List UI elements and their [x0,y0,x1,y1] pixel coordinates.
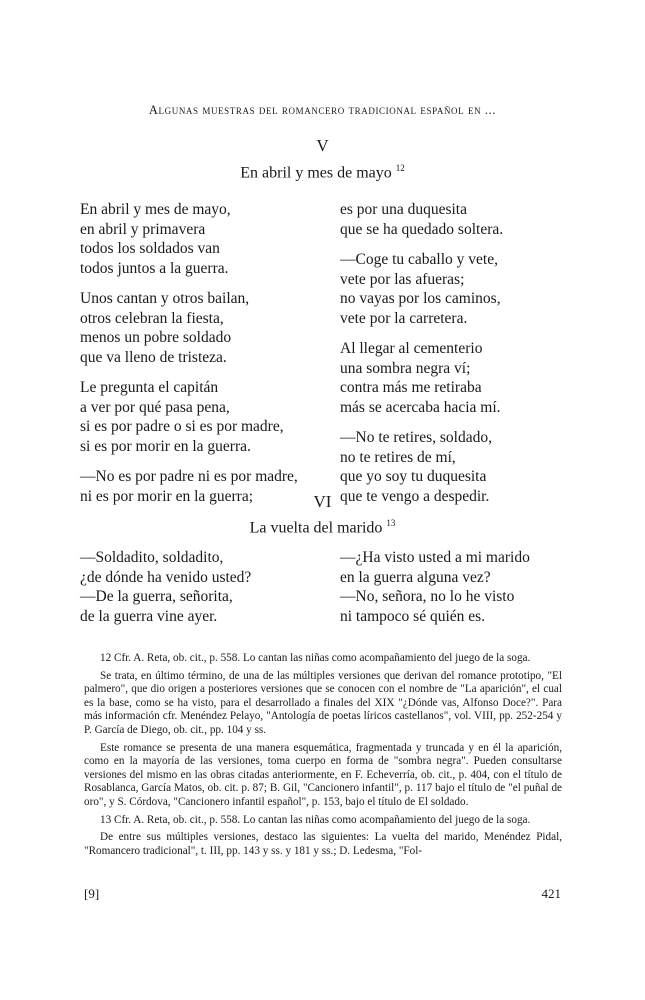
verse-line: que yo soy tu duquesita [340,468,487,485]
section-title-text: La vuelta del marido [249,519,383,537]
verse-line: no vayas por los caminos, [340,290,501,307]
stanza [340,339,503,417]
verse-line: ni es por morir en la guerra; [80,487,254,505]
verse-line: otros celebran la fiesta, [80,309,224,327]
verse-line: todos juntos a la guerra. [80,259,229,277]
verse-line: no te retires de mí, [340,448,456,466]
verse-line: de la guerra vine ayer. [80,607,218,625]
stanza [80,378,298,456]
verse-line: que te vengo a despedir. [340,487,490,505]
verse-line: en abril y primavera [80,220,206,238]
section-title [0,163,645,182]
poem-column-right [340,200,503,517]
stanza [80,548,251,626]
verse-line: menos un pobre soldado [80,329,232,346]
verse-line: —Coge tu caballo y vete, [340,251,498,268]
footnote: Se trata, en último término, de una de las múltiples versiones que derivan del romance prototipo, "El palmero", que dio origen a posteriores versiones que se conocen con el nombre de "La aparición", el cual es la base, como se ha visto, para el desarrollado a finales del XIX "¿Dónde vas, Alfonso Doce?". Para más información cfr. Menéndez Pelayo, "Antología de poetas líricos castellanos", vol. VIII, pp. 252-254 y P. García de Diego, ob. cit., pp. 104 y ss. [84,669,562,736]
verse-line: —No es por padre ni es por madre, [80,468,298,485]
verse-line: si es por padre o si es por madre, [80,418,284,435]
footnote: 13 Cfr. A. Reta, ob. cit., p. 558. Lo cantan las niñas como acompañamiento del juego de la soga. [100,813,531,826]
stanza [340,548,530,626]
verse-line: que se ha quedado soltera. [340,220,504,238]
verse-line: ¿de dónde ha venido usted? [80,568,252,586]
section-title [0,518,645,537]
stanza [80,289,298,367]
verse-line: En abril y mes de mayo, [80,201,231,218]
stanza [80,200,298,278]
footnote-ref: 13 [386,518,396,528]
section-title-text: En abril y mes de mayo [240,164,392,182]
section-number: V [316,136,329,155]
footnote-ref: 12 [395,163,405,173]
verse-line: a ver por qué pasa pena, [80,398,230,416]
verse-line: en la guerra alguna vez? [340,568,491,586]
poem-column-left [80,548,251,637]
verse-line: ni tampoco sé quién es. [340,607,486,625]
verse-line: —No, señora, no lo he visto [340,588,515,605]
verse-line: es por una duquesita [340,201,467,218]
verse-line: Unos cantan y otros bailan, [80,290,250,307]
poem-column-right [340,548,530,637]
verse-line: vete por las afueras; [340,270,465,288]
verse-line: vete por la carretera. [340,309,468,327]
footnote: Este romance se presenta de una manera esquemática, fragmentada y truncada y en él la aparición, como en la mayoría de las versiones, toma cuerpo en forma de "sombra negra". Pueden consultarse versiones del mismo en las obras citadas anteriormente, en F. Echeverría, ob. cit., p. 404, con el título de Rosablanca, García Matos, ob. cit. p. 87; B. Gil, "Cancionero infantil", p. 117 bajo el título de "el puñal de oro", y S. Córdova, "Cancionero infantil español", p. 153, bajo el título de El soldado. [84,741,562,808]
verse-line: contra más me retiraba [340,379,482,396]
verse-line: una sombra negra ví; [340,359,471,377]
verse-line: —Soldadito, soldadito, [80,549,224,566]
page-number: 421 [541,886,561,901]
verse-line: más se acercaba hacia mí. [340,398,501,416]
verse-line: todos los soldados van [80,240,220,257]
running-head: Algunas muestras del romancero tradicional español en ... [148,103,497,117]
verse-line: si es por morir en la guerra. [80,437,251,455]
section-number: VI [313,492,332,511]
verse-line: —¿Ha visto usted a mi marido [340,549,530,566]
verse-line: —De la guerra, señorita, [80,588,233,605]
folio-left: [9] [84,886,100,901]
footnote: 12 Cfr. A. Reta, ob. cit., p. 558. Lo cantan las niñas como acompañamiento del juego de la soga. [100,652,531,664]
verse-line: Le pregunta el capitán [80,379,219,396]
verse-line: Al llegar al cementerio [340,340,483,357]
stanza [340,200,503,239]
footnotes [84,652,562,862]
verse-line: —No te retires, soldado, [340,429,492,446]
stanza [340,250,503,328]
verse-line: que va lleno de tristeza. [80,348,227,366]
poem-column-left [80,200,298,517]
footnote: De entre sus múltiples versiones, destaco las siguientes: La vuelta del marido, Menéndez Pidal, "Romancero tradicional", t. III, pp. 143 y ss. y 181 y ss.; D. Ledesma, "Fol- [84,831,562,857]
